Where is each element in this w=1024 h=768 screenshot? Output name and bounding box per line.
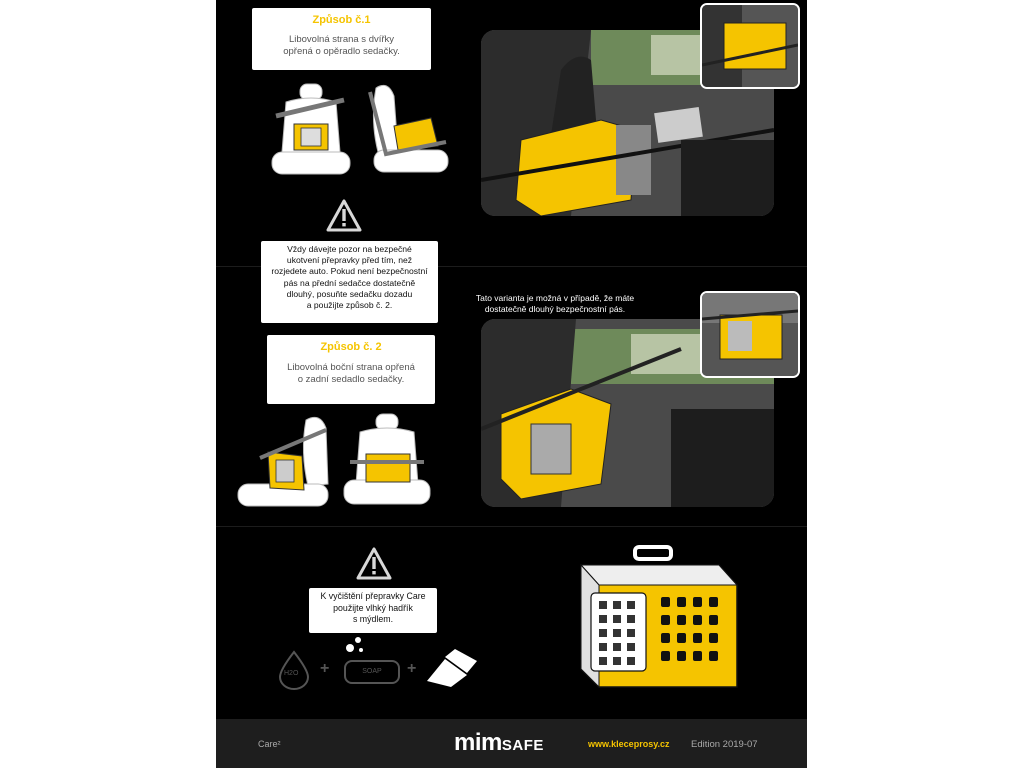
variant-note-line2: dostatečně dlouhý bezpečnostní pás. (484, 304, 626, 314)
warning1-line: pás na přední sedačce dostatečně (283, 277, 416, 288)
brand-logo (454, 729, 544, 757)
cleaning-note (309, 588, 437, 633)
seat-illustration-method1 (266, 80, 456, 180)
soap-bubbles-icon (344, 634, 368, 658)
warning-triangle-icon (326, 199, 362, 233)
method2-card (267, 335, 435, 404)
soap-label: SOAP (362, 668, 382, 675)
seat-illustration-method2 (236, 412, 446, 512)
cleaning-line2: použijte vlhký hadřík (333, 602, 413, 613)
warning1-line: Vždy dávejte pozor na bezpečné (287, 244, 412, 254)
footer-product: Care² (258, 739, 281, 749)
method1-line1: Libovolná strana s dvířky (288, 34, 395, 45)
variant-note-line1: Tato varianta je možná v případě, že máte (475, 293, 635, 303)
carrier-product-illustration (569, 545, 744, 700)
warning1-line: dlouhý, posuňte sedačku dozadu (286, 288, 413, 299)
carrier-handle (635, 547, 671, 559)
warning-triangle-icon (356, 547, 392, 581)
footer-url[interactable]: www.kleceprosy.cz (588, 739, 670, 749)
inset-photo-method2 (700, 291, 800, 378)
method1-card (252, 8, 431, 70)
method1-line2: opřená o opěradlo sedačky. (283, 46, 400, 57)
warning1-line: a použijte způsob č. 2. (306, 300, 393, 311)
footer (216, 719, 807, 768)
instruction-page (216, 0, 807, 768)
water-label: H2O (284, 670, 299, 677)
cleaning-line3: s mýdlem. (352, 614, 394, 624)
plus-sign: + (320, 660, 330, 677)
cloth-hand-icon (421, 645, 483, 689)
brand-main: mim (454, 729, 502, 756)
variant-note (452, 291, 658, 317)
plus-sign: + (407, 660, 417, 677)
method1-title: Způsob č.1 (312, 14, 371, 26)
inset-photo-method1 (700, 3, 800, 89)
carrier-rear (366, 454, 410, 482)
method2-title: Způsob č. 2 (320, 341, 382, 353)
brand-suffix: SAFE (501, 737, 544, 754)
method2-line2: o zadní sedadlo sedačky. (297, 374, 405, 385)
method2-line1: Libovolná boční strana opřená (287, 362, 415, 373)
footer-edition: Edition 2019-07 (691, 739, 758, 750)
warning1-note (261, 241, 438, 323)
cleaning-line1: K vyčištění přepravky Care (320, 591, 426, 601)
warning1-line: rozjedete auto. Pokud není bezpečnostní (271, 266, 428, 277)
warning1-line: ukotvení přepravky před tím, než (286, 255, 413, 266)
